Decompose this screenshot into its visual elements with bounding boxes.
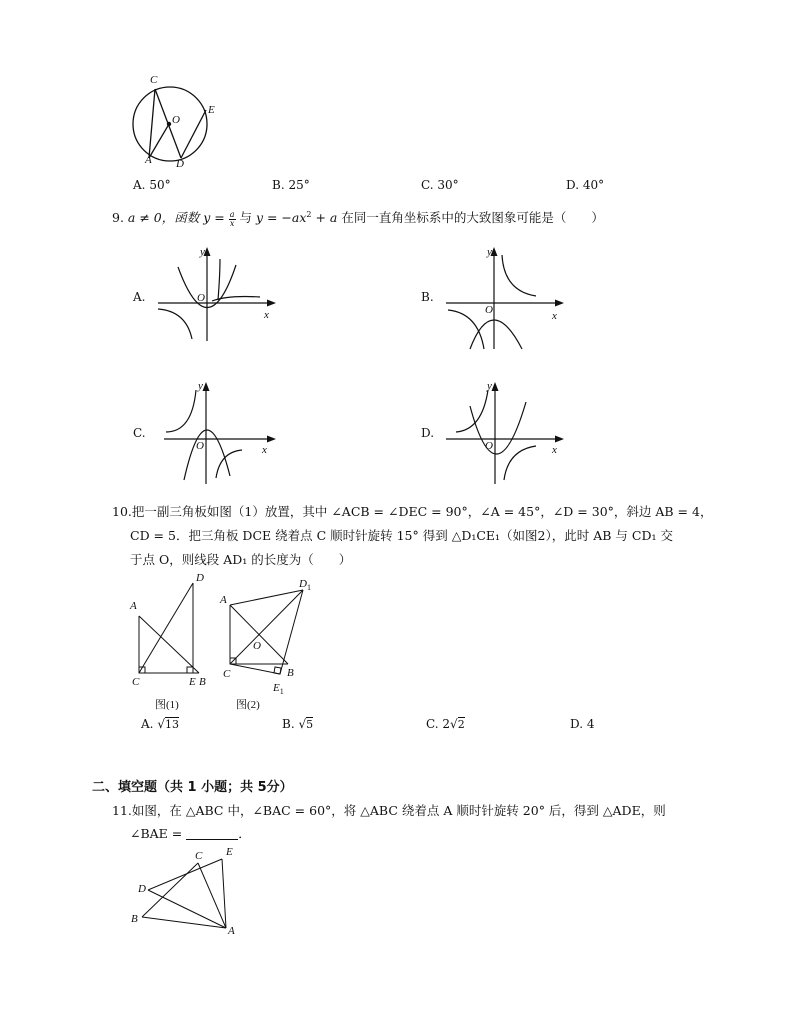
q9-graph-d-y-arrow [492,382,499,391]
q10-fig1-caption: 图(1) [155,699,179,711]
q9-graph-c-key[interactable]: C. [133,426,146,440]
q8-center-dot [167,122,171,126]
q10-fig1-label-b: B [199,676,206,688]
q10-question-line3: 于点 O，则线段 AD₁ 的长度为（ ） [130,552,352,567]
q9-graph-b-key[interactable]: B. [421,290,434,304]
q10-fig2-label-e1 [273,682,284,696]
q9-graph-c-x-arrow [267,436,276,443]
q10-option-b[interactable] [282,717,313,731]
q8-label-a: A [145,154,152,166]
q11-label-e: E [226,846,233,858]
q10-fig2-cd1 [230,590,303,664]
q10-option-a-text: 13 [164,718,179,731]
q8-option-a-text: 50° [149,178,171,192]
q10-option-b-radical: √ [298,717,307,731]
section-2-title: 二、填空题（共 1 小题；共 5分） [92,780,293,795]
q8-option-b-key: B. [272,178,285,192]
q10-fig1-label-a: A [130,600,137,612]
q9-text-2: y = [203,210,229,226]
q8-label-o: O [172,114,180,126]
q10-fig1-label-d: D [196,572,204,584]
q9-text-7: + a [311,210,338,226]
q10-fig1-ab [139,616,199,673]
q9-graph-d-hyperbola-left [456,390,488,432]
q9-graph-a-hyperbola-left [158,309,192,339]
q9-question [112,207,604,228]
q10-fig2-label-a: A [220,594,227,606]
q10-line1: 把一副三角板如图（1）放置，其中 ∠ACB = ∠DEC = 90°，∠A = 45°，∠D = 30°，斜边 AB = 4， [131,504,713,519]
q9-fraction [229,211,236,228]
q8-option-d-text: 40° [582,178,605,192]
q10-fig1-label-e: E [189,676,196,688]
q10-fig1-label-c: C [132,676,140,688]
q9-graph-a-x-label: x [264,309,269,321]
q11-ad [148,890,226,928]
q9-graph-a-key[interactable]: A. [133,290,146,304]
q10-fig2-label-e1-main: E [273,682,280,694]
q8-option-c-key: C. [421,178,434,192]
q8-option-d[interactable] [566,178,604,192]
q10-fig2-caption: 图(2) [236,699,260,711]
q9-graph-d [440,380,580,490]
q10-fig2-label-d1-sub: 1 [306,583,311,593]
q9-number: 9. [112,210,124,226]
q9-graph-c-y-label: y [198,380,203,392]
q10-option-c-key: C. [426,717,439,731]
q9-graph-d-key[interactable]: D. [421,426,435,440]
q11-label-a: A [228,925,235,937]
q8-option-b-text: 25° [288,178,310,192]
q9-text-1: a ≠ 0，函数 [127,210,204,226]
q10-option-a[interactable] [141,717,179,731]
q9-graph-a-x-arrow [267,300,276,307]
q11-line2-pre: ∠BAE = [130,826,187,841]
q9-fraction-num: a [229,210,235,220]
q11-line1: 如图，在 △ABC 中，∠BAC = 60°，将 △ABC 绕着点 A 顺时针旋转 20° 后，得到 △ADE，则 [131,803,666,818]
q11-de [148,859,222,890]
q11-line2-post: ． [238,826,251,841]
q10-fig2-label-b: B [287,667,294,679]
q8-label-d: D [176,158,184,170]
q9-graph-b-hyperbola-right [502,255,536,296]
q9-graph-a [150,245,280,345]
q10-fig2-label-c: C [223,668,231,680]
q9-graph-c-parabola [184,430,230,480]
q9-graph-b-x-label: x [552,310,557,322]
q9-graph-d-y-label: y [487,380,492,392]
q10-fig2-label-d1 [299,578,311,592]
q9-graph-b-hyperbola-left [448,310,484,349]
q10-fig2-label-e1-sub: 1 [279,687,284,697]
q8-option-a[interactable] [133,178,171,192]
q9-graph-b-o-label: O [485,304,493,316]
q10-fig2-ce1 [230,664,280,674]
q9-graph-d-o-label: O [485,440,493,452]
q10-option-a-radical: √ [157,717,165,731]
q10-option-d-text: 4 [586,717,595,731]
q11-label-d: D [138,883,146,895]
q9-text-8: 在同一直角坐标系中的大致图象可能是（ ） [337,210,604,226]
q9-graph-c-x-label: x [262,444,267,456]
q8-option-c[interactable] [421,178,459,192]
q9-text-4: 与 [235,210,256,226]
q8-option-c-text: 30° [437,178,459,192]
q10-fig2-ad1 [230,590,303,605]
q9-graph-b-y-label: y [487,246,492,258]
q10-fig2-d1e1 [280,590,303,674]
q9-graph-d-x-label: x [552,444,557,456]
q11-label-c: C [195,850,203,862]
q9-graph-c-y-arrow [203,382,210,391]
q10-fig2-label-o: O [253,640,261,652]
q8-chord-de [181,110,206,158]
q11-ca [198,863,226,928]
q10-option-c-text: 2 [457,718,465,731]
q9-graph-b-x-arrow [555,300,564,307]
q10-option-b-key: B. [282,717,295,731]
q10-number: 10. [112,504,132,519]
q11-ea [222,859,226,928]
q10-option-d[interactable] [570,717,594,731]
q9-graph-c-hyperbola-left [166,390,196,432]
q11-answer-blank[interactable] [186,827,238,840]
q11-number: 11. [112,803,132,818]
q10-option-a-key: A. [141,717,154,731]
q10-option-c-pre: 2 [442,717,451,731]
q10-fig2-right-angle-e1 [274,667,281,674]
q9-fraction-den: x [229,219,235,229]
q10-option-d-key: D. [570,717,584,731]
q8-option-a-key: A. [133,178,146,192]
q11-question-line1 [112,803,666,819]
q9-graph-d-hyperbola-right [504,446,536,480]
q10-option-b-text: 5 [306,718,314,731]
q10-option-c[interactable] [426,717,465,731]
q11-question-line2 [130,826,251,842]
q9-graph-d-x-arrow [555,436,564,443]
q9-graph-b [440,245,580,355]
q8-chord-ca [149,89,155,158]
q10-figure-2 [220,578,320,688]
q9-graph-a-o-label: O [197,292,205,304]
q11-label-b: B [131,913,138,925]
q9-graph-c [150,380,280,490]
q8-option-b[interactable] [272,178,310,192]
q8-option-d-key: D. [566,178,580,192]
q9-graph-b-parabola [470,320,522,349]
q10-question-line1 [112,504,712,520]
q9-graph-a-y-label: y [200,246,205,258]
q10-figure-1 [130,578,220,688]
q11-ab [142,917,226,928]
q11-bc [142,863,198,917]
q8-label-c: C [150,74,158,86]
q8-label-e: E [208,104,215,116]
q10-option-c-radical: √ [450,717,458,731]
q9-text-5: y = −ax [255,210,307,226]
q10-question-line2: CD = 5．把三角板 DCE 绕着点 C 顺时针旋转 15° 得到 △D₁CE₁（如图2），此时 AB 与 CD₁ 交 [130,528,673,543]
q9-graph-a-hyperbola-right [218,259,220,300]
q9-graph-d-parabola [470,402,526,454]
q10-fig2-label-d1-main: D [299,578,307,590]
q9-graph-c-o-label: O [196,440,204,452]
q9-text-6: 2 [306,210,312,219]
q10-fig1-right-angle-e [187,667,193,673]
